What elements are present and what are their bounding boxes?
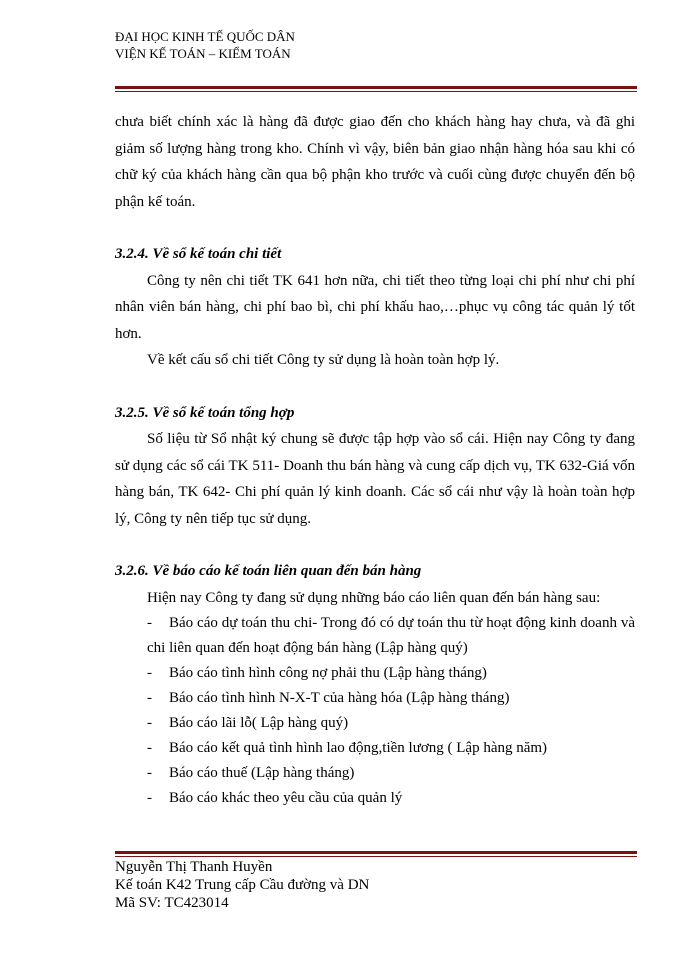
paragraph: Về kết cấu sổ chi tiết Công ty sử dụng là hoàn toàn hợp lý.	[147, 352, 500, 368]
document-body	[115, 109, 635, 811]
list-item: - Báo cáo lãi lỗ( Lập hàng quý)	[147, 715, 349, 731]
page-header	[115, 28, 295, 62]
list-item: - Báo cáo dự toán thu chi- Trong đó có dự toán thu từ hoạt động kinh doanh và chi liên quan đến hoạt động bán hàng (Lập hàng quý)	[147, 615, 635, 656]
student-id: Mã SV: TC423014	[115, 895, 229, 911]
section-heading-3-2-4: 3.2.4. Về sổ kế toán chi tiết	[115, 246, 282, 262]
paragraph: Số liệu từ Sổ nhật ký chung sẽ được tập hợp vào sổ cái. Hiện nay Công ty đang sử dụng các sổ cái TK 511- Doanh thu bán hàng và cung cấp dịch vụ, TK 632-Giá vốn hàng bán, TK 642- Chi phí quản lý kinh doanh. Các sổ cái như vậy là hoàn toàn hợp lý, Công ty nên tiếp tục sử dụng.	[115, 431, 635, 527]
section-heading-3-2-6: 3.2.6. Về báo cáo kế toán liên quan đến bán hàng	[115, 563, 422, 579]
author-name: Nguyễn Thị Thanh Huyền	[115, 859, 273, 875]
institute-name: VIỆN KẾ TOÁN – KIỂM TOÁN	[115, 46, 291, 61]
university-name: ĐẠI HỌC KINH TẾ QUỐC DÂN	[115, 29, 295, 44]
list-item: - Báo cáo tình hình công nợ phải thu (Lập hàng tháng)	[147, 665, 487, 681]
intro-paragraph: chưa biết chính xác là hàng đã được giao đến cho khách hàng hay chưa, và đã ghi giảm số lượng hàng trong kho. Chính vì vậy, biên bản giao nhận hàng hóa sau khi có chữ ký của khách hàng cần qua bộ phận kho trước và cuối cùng được chuyển đến bộ phận kế toán.	[115, 114, 635, 210]
paragraph: Hiện nay Công ty đang sử dụng những báo cáo liên quan đến bán hàng sau:	[147, 589, 601, 606]
section-heading-3-2-5: 3.2.5. Về sổ kế toán tổng hợp	[115, 404, 295, 421]
list-item: - Báo cáo tình hình N-X-T của hàng hóa (Lập hàng tháng)	[147, 690, 510, 706]
report-list	[115, 611, 635, 811]
header-divider	[115, 86, 637, 92]
footer-divider	[115, 851, 637, 857]
list-item: - Báo cáo thuế (Lập hàng tháng)	[147, 765, 355, 781]
author-class: Kế toán K42 Trung cấp Cầu đường và DN	[115, 877, 370, 893]
paragraph: Công ty nên chi tiết TK 641 hơn nữa, chi tiết theo từng loại chi phí như chi phí nhân viên bán hàng, chi phí bao bì, chi phí khấu hao,…phục vụ công tác quản lý tốt hơn.	[115, 272, 635, 342]
page-footer	[115, 858, 369, 912]
list-item: - Báo cáo kết quả tình hình lao động,tiền lương ( Lập hàng năm)	[147, 740, 548, 756]
list-item: - Báo cáo khác theo yêu cầu của quản lý	[147, 790, 403, 806]
